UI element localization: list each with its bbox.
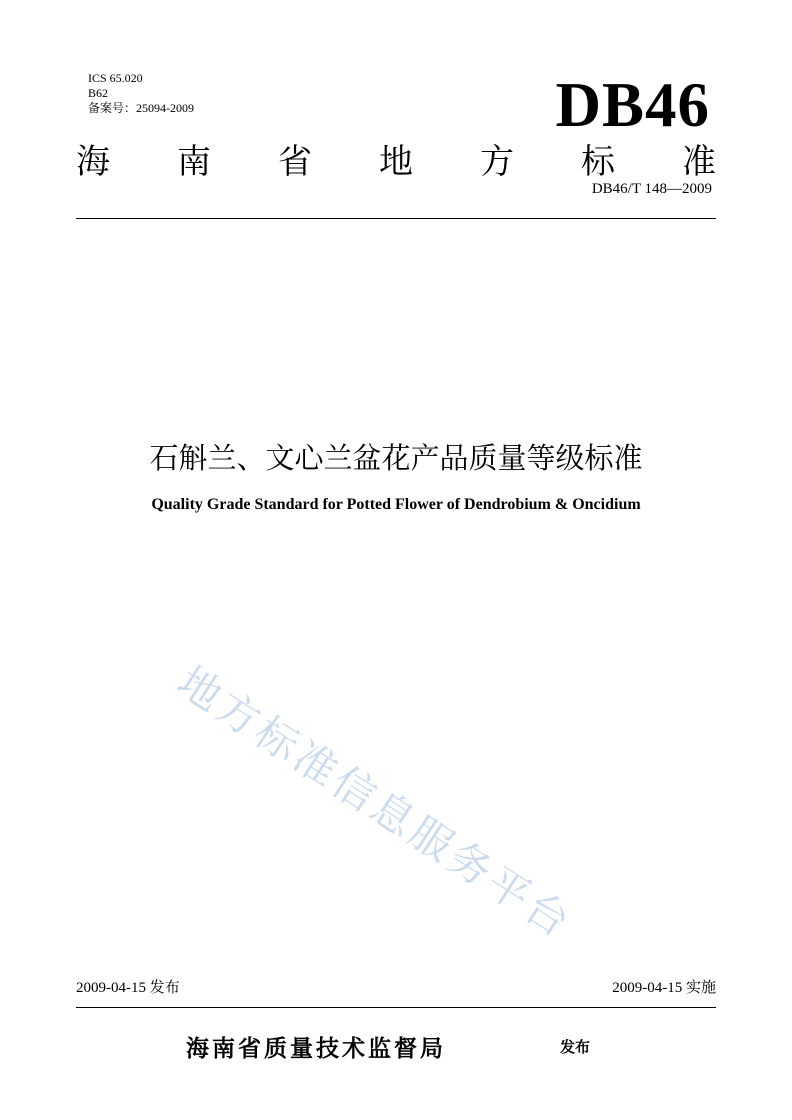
bottom-divider	[76, 1007, 716, 1008]
gov-title-char: 省	[278, 142, 312, 182]
db-code-logo: DB46	[555, 70, 710, 140]
standard-title-chinese: 石斛兰、文心兰盆花产品质量等级标准	[149, 441, 643, 475]
document-metadata	[88, 71, 194, 116]
standard-number: DB46/T 148—2009	[591, 181, 712, 197]
gov-title-char: 方	[480, 142, 514, 182]
government-standard-title	[76, 142, 716, 182]
ics-code: ICS 65.020	[88, 71, 143, 85]
standard-title-english: Quality Grade Standard for Potted Flower of Dendrobium & Oncidium	[151, 496, 641, 513]
issue-date: 2009-04-15 发布	[76, 980, 180, 996]
top-divider	[76, 218, 716, 219]
publisher-name: 海南省质量技术监督局	[186, 1036, 446, 1062]
ccs-code: B62	[88, 86, 109, 100]
implementation-date: 2009-04-15 实施	[612, 980, 716, 996]
watermark: 地方标准信息服务平台	[168, 656, 582, 949]
gov-title-char: 海	[76, 142, 110, 182]
publisher-suffix: 发布	[560, 1038, 591, 1056]
filing-number: 备案号：25094-2009	[88, 101, 194, 115]
gov-title-char: 准	[682, 142, 716, 182]
gov-title-char: 地	[379, 142, 413, 182]
gov-title-char: 标	[581, 142, 615, 182]
gov-title-char: 南	[177, 142, 211, 182]
